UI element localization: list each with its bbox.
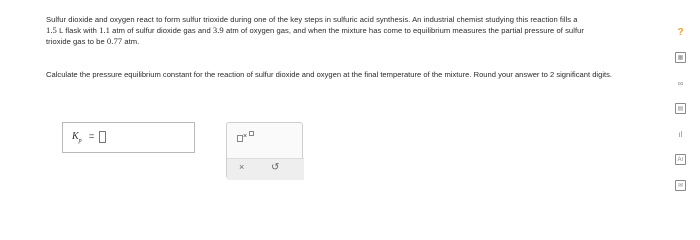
problem-text-4: atm of oxygen gas, and when the mixture has come to equilibrium measures the partial pressure of sulfur <box>223 26 584 36</box>
problem-text-5: trioxide gas to be <box>46 37 107 47</box>
o2-pressure: 3.9 <box>212 25 224 36</box>
undo-icon[interactable]: ↺ <box>271 162 280 173</box>
answer-box <box>62 122 195 153</box>
question-text: Calculate the pressure equilibrium constant for the reaction of sulfur dioxide and oxygen at the final temperature of the mixture. Round your answer to 2 significant digits. <box>46 70 613 79</box>
kp-label: $K_p$ <box>72 131 82 144</box>
periodic-table-icon[interactable]: ∞ <box>677 79 684 88</box>
math-tools-panel <box>226 122 303 179</box>
answer-input[interactable] <box>99 131 106 143</box>
problem-text-6: atm. <box>122 37 140 47</box>
data-table-icon[interactable]: ▤ <box>675 103 686 114</box>
flask-volume: 1.5 <box>46 25 57 36</box>
problem-text-1: Sulfur dioxide and oxygen react to form sulfur trioxide during one of the key steps in sulfuric acid synthesis. An industrial chemist studying this reaction fills a <box>46 15 578 24</box>
problem-text-3: atm of sulfur dioxide gas and <box>110 26 213 36</box>
so3-pressure: 0.77 <box>106 36 123 47</box>
so2-pressure: 1.1 <box>99 25 111 36</box>
equals-sign: = <box>89 131 95 141</box>
scientific-notation-button[interactable]: × <box>237 131 257 143</box>
clear-icon[interactable]: × <box>239 162 245 172</box>
help-icon[interactable]: ? <box>677 27 684 38</box>
problem-statement <box>46 15 656 48</box>
mail-icon[interactable]: ✉ <box>675 180 686 191</box>
calculator-icon[interactable]: ▦ <box>675 52 686 63</box>
chart-icon[interactable]: ıl <box>678 130 683 139</box>
problem-text-2: L flask with <box>56 26 100 36</box>
tools-action-row <box>227 158 304 180</box>
element-icon[interactable]: Ar <box>675 154 686 165</box>
